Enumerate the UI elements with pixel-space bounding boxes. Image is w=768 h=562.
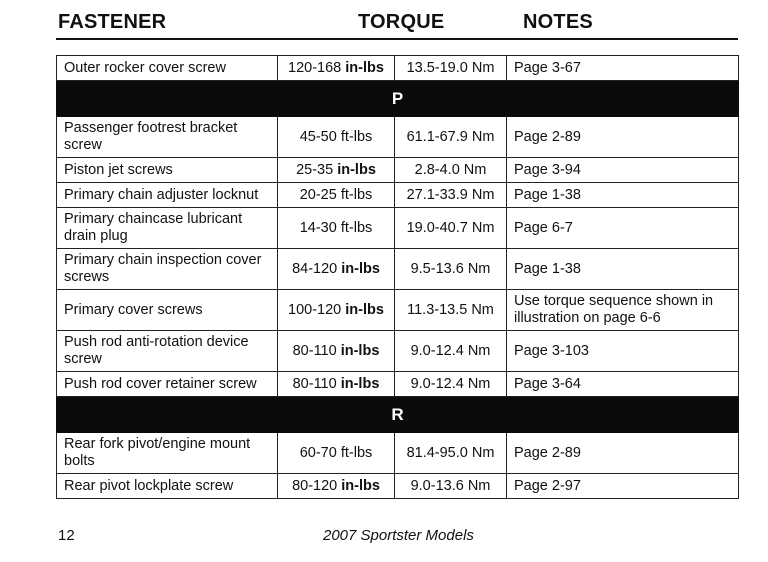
- fastener-cell: Primary chaincase lubricant drain plug: [57, 208, 278, 249]
- torque-unit: in-lbs: [340, 375, 380, 392]
- notes-cell: Page 1-38: [507, 249, 739, 290]
- notes-cell: Page 3-67: [507, 56, 739, 81]
- table-row: [57, 208, 739, 249]
- metric-torque-cell: 81.4-95.0 Nm: [395, 433, 507, 474]
- table-row: [57, 158, 739, 183]
- torque-unit: in-lbs: [340, 342, 380, 359]
- torque-value: 84-120: [292, 260, 338, 277]
- torque-cell: [278, 183, 395, 208]
- torque-value: 100-120: [288, 301, 342, 318]
- metric-torque-cell: 11.3-13.5 Nm: [395, 290, 507, 331]
- torque-cell: [278, 208, 395, 249]
- notes-cell: Page 2-89: [507, 117, 739, 158]
- section-letter: R: [57, 397, 739, 433]
- notes-cell: Page 2-97: [507, 474, 739, 499]
- fastener-cell: Piston jet screws: [57, 158, 278, 183]
- torque-value: 45-50: [299, 128, 337, 145]
- table-row: [57, 183, 739, 208]
- notes-cell: Page 3-64: [507, 372, 739, 397]
- torque-table-body: [57, 56, 739, 499]
- table-row: [57, 372, 739, 397]
- torque-cell: [278, 331, 395, 372]
- fastener-cell: Primary chain adjuster locknut: [57, 183, 278, 208]
- metric-torque-cell: 61.1-67.9 Nm: [395, 117, 507, 158]
- torque-unit: in-lbs: [341, 260, 380, 277]
- torque-unit: in-lbs: [345, 59, 384, 76]
- torque-value: 14-30: [299, 219, 337, 236]
- notes-cell: Page 6-7: [507, 208, 739, 249]
- metric-torque-cell: 19.0-40.7 Nm: [395, 208, 507, 249]
- torque-unit: in-lbs: [337, 161, 376, 178]
- fastener-cell: Rear fork pivot/engine mount bolts: [57, 433, 278, 474]
- torque-cell: [278, 249, 395, 290]
- table-row: [57, 331, 739, 372]
- torque-value: 25-35: [296, 161, 334, 178]
- metric-torque-cell: 9.0-12.4 Nm: [395, 372, 507, 397]
- fastener-cell: Push rod anti-rotation device screw: [57, 331, 278, 372]
- metric-torque-cell: 13.5-19.0 Nm: [395, 56, 507, 81]
- torque-cell: [278, 290, 395, 331]
- fastener-cell: Rear pivot lockplate screw: [57, 474, 278, 499]
- metric-torque-cell: 9.0-13.6 Nm: [395, 474, 507, 499]
- section-header-row: [57, 81, 739, 117]
- torque-unit: ft-lbs: [340, 128, 373, 145]
- section-header-row: [57, 397, 739, 433]
- table-row: [57, 249, 739, 290]
- page-number: 12: [58, 527, 75, 544]
- notes-cell: Page 2-89: [507, 433, 739, 474]
- column-header-torque: TORQUE: [358, 11, 445, 33]
- table-row: [57, 290, 739, 331]
- torque-value: 80-110: [292, 375, 337, 392]
- metric-torque-cell: 27.1-33.9 Nm: [395, 183, 507, 208]
- notes-cell: Page 1-38: [507, 183, 739, 208]
- torque-unit: ft-lbs: [340, 219, 373, 236]
- torque-unit: in-lbs: [345, 301, 384, 318]
- metric-torque-cell: 9.0-12.4 Nm: [395, 331, 507, 372]
- torque-unit: in-lbs: [341, 477, 380, 494]
- footer-title: 2007 Sportster Models: [323, 527, 474, 544]
- table-row: [57, 433, 739, 474]
- notes-cell: Use torque sequence shown in illustration on page 6-6: [507, 290, 739, 331]
- column-header-notes: NOTES: [523, 11, 593, 33]
- torque-cell: [278, 158, 395, 183]
- torque-value: 80-110: [292, 342, 337, 359]
- table-row: [57, 474, 739, 499]
- torque-cell: [278, 474, 395, 499]
- metric-torque-cell: 9.5-13.6 Nm: [395, 249, 507, 290]
- fastener-cell: Primary cover screws: [57, 290, 278, 331]
- fastener-cell: Outer rocker cover screw: [57, 56, 278, 81]
- column-header-fastener: FASTENER: [58, 11, 167, 33]
- torque-table: [56, 55, 739, 499]
- notes-cell: Page 3-103: [507, 331, 739, 372]
- fastener-cell: Push rod cover retainer screw: [57, 372, 278, 397]
- torque-value: 20-25: [299, 186, 337, 203]
- torque-cell: [278, 372, 395, 397]
- notes-cell: Page 3-94: [507, 158, 739, 183]
- torque-value: 120-168: [288, 59, 342, 76]
- torque-cell: [278, 117, 395, 158]
- section-letter: P: [57, 81, 739, 117]
- header-rule: [56, 38, 738, 40]
- table-row: [57, 56, 739, 81]
- torque-value: 80-120: [292, 477, 338, 494]
- metric-torque-cell: 2.8-4.0 Nm: [395, 158, 507, 183]
- table-row: [57, 117, 739, 158]
- torque-value: 60-70: [299, 444, 337, 461]
- fastener-cell: Primary chain inspection cover screws: [57, 249, 278, 290]
- fastener-cell: Passenger footrest bracket screw: [57, 117, 278, 158]
- torque-cell: [278, 56, 395, 81]
- torque-unit: ft-lbs: [340, 444, 373, 461]
- torque-cell: [278, 433, 395, 474]
- torque-unit: ft-lbs: [340, 186, 373, 203]
